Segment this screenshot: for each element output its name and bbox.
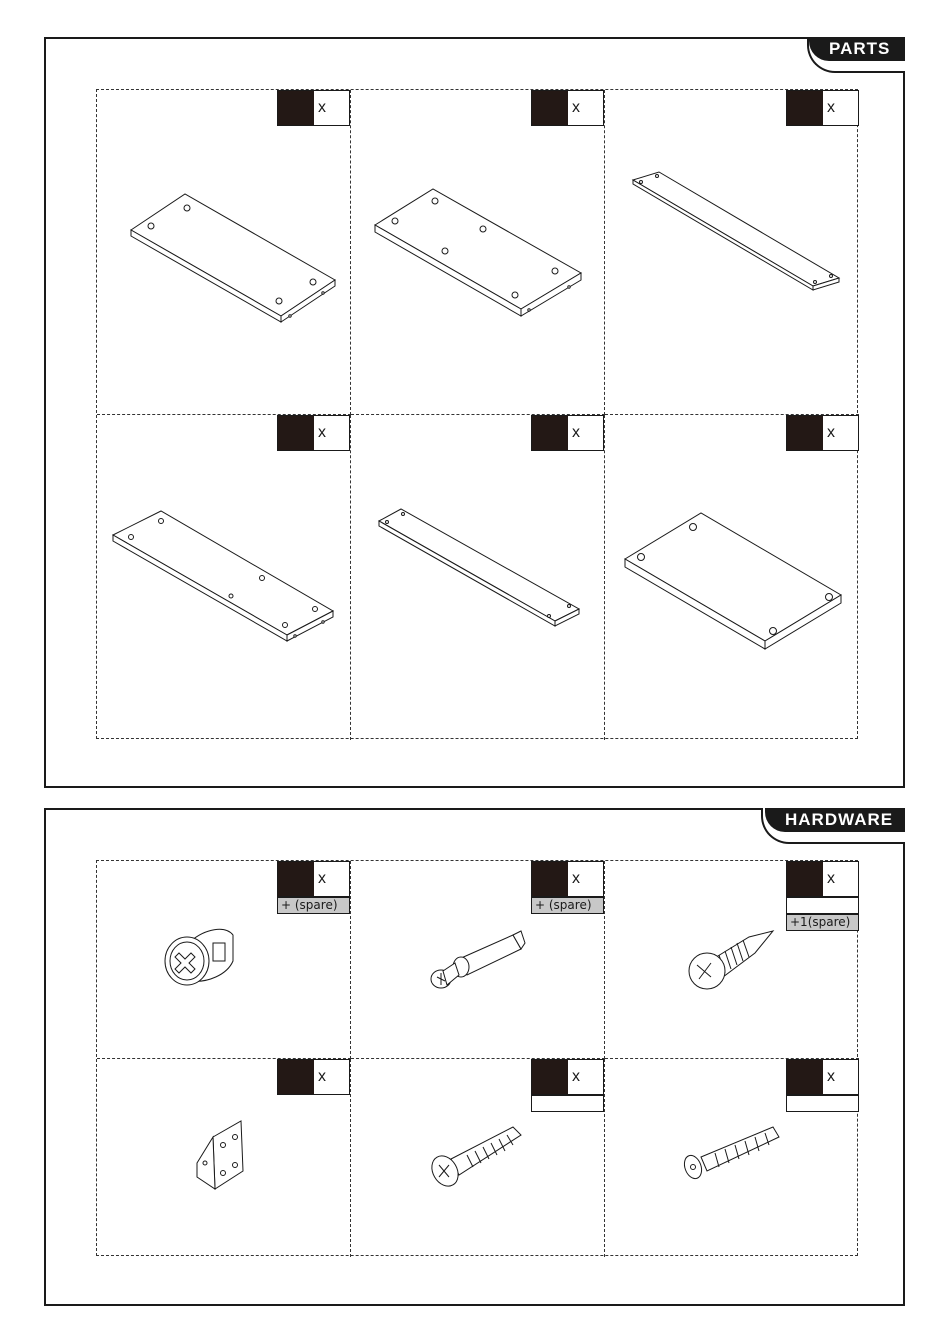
hardware-cell-3 bbox=[605, 861, 859, 1059]
parts-grid bbox=[96, 89, 858, 739]
quantity-extra-row bbox=[786, 897, 859, 914]
parts-title: PARTS bbox=[809, 37, 905, 61]
quantity-box: x bbox=[531, 415, 604, 451]
hardware-section bbox=[44, 808, 905, 1306]
hardware-title: HARDWARE bbox=[765, 808, 905, 832]
cam-bolt-icon bbox=[425, 923, 535, 1003]
quantity-box: x bbox=[786, 415, 859, 451]
part-cell-2 bbox=[351, 90, 605, 415]
quantity-box: x bbox=[277, 1059, 350, 1095]
hardware-cell-6 bbox=[605, 1059, 859, 1257]
quantity-extra-row bbox=[531, 1095, 604, 1112]
quantity-box: x bbox=[531, 90, 604, 126]
quantity-box: x bbox=[277, 90, 350, 126]
quantity-box: x bbox=[277, 861, 350, 897]
part-cell-1 bbox=[97, 90, 351, 415]
l-bracket-icon bbox=[193, 1117, 253, 1201]
long-panel-icon bbox=[109, 507, 339, 657]
cam-lock-icon bbox=[161, 921, 251, 1001]
panel-icon bbox=[127, 190, 347, 330]
quantity-box: x bbox=[531, 861, 604, 897]
quantity-extra-row bbox=[786, 1095, 859, 1112]
hardware-grid bbox=[96, 860, 858, 1256]
quantity-box: x bbox=[786, 1059, 859, 1095]
pan-head-screw-icon bbox=[683, 923, 783, 1003]
flat-head-screw-icon bbox=[427, 1121, 537, 1201]
hardware-cell-2 bbox=[351, 861, 605, 1059]
spare-label: + (spare) bbox=[277, 897, 350, 914]
quantity-box: x bbox=[531, 1059, 604, 1095]
quantity-box: x bbox=[786, 90, 859, 126]
quantity-box: x bbox=[277, 415, 350, 451]
spare-label: + (spare) bbox=[531, 897, 604, 914]
wall-anchor-icon bbox=[681, 1121, 791, 1191]
spare-label: +1(spare) bbox=[786, 914, 859, 931]
quantity-box: x bbox=[786, 861, 859, 897]
part-cell-4 bbox=[97, 415, 351, 740]
panel-icon bbox=[371, 185, 591, 325]
hardware-cell-5 bbox=[351, 1059, 605, 1257]
parts-section bbox=[44, 37, 905, 788]
part-cell-6 bbox=[605, 415, 859, 740]
hardware-cell-1 bbox=[97, 861, 351, 1059]
part-cell-5 bbox=[351, 415, 605, 740]
part-cell-3 bbox=[605, 90, 859, 415]
narrow-strip-icon bbox=[375, 505, 595, 645]
narrow-strip-icon bbox=[629, 168, 849, 308]
hardware-cell-4 bbox=[97, 1059, 351, 1257]
board-icon bbox=[621, 509, 851, 659]
